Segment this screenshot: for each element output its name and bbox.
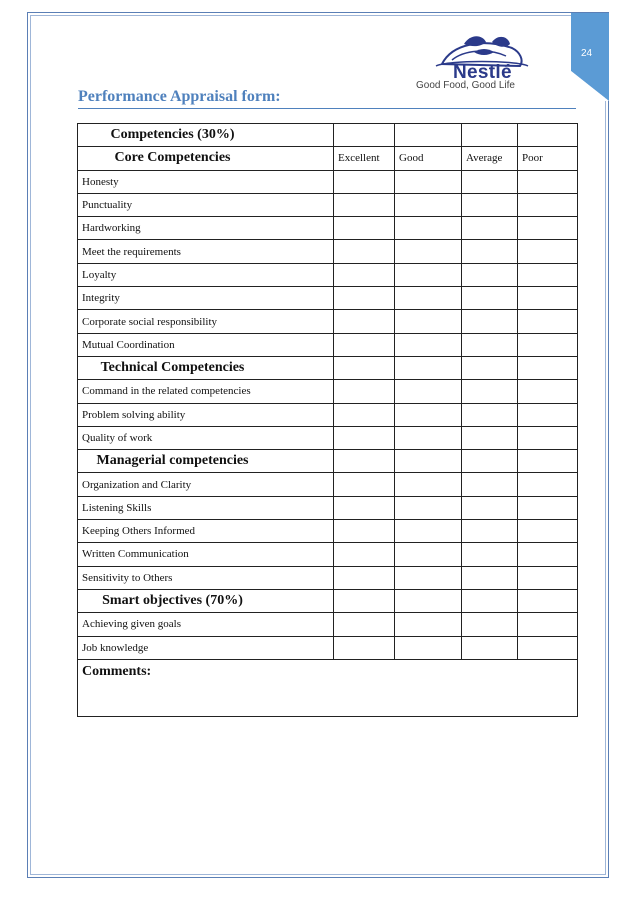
section-header-row [78, 450, 578, 473]
rating-cell-poor[interactable] [518, 170, 578, 193]
brand-name: Nestlé [453, 62, 512, 83]
criterion-row [78, 566, 578, 589]
section-header-row [78, 356, 578, 379]
criterion-listening-skills: Listening Skills [78, 496, 334, 519]
criterion-honesty: Honesty [78, 170, 334, 193]
rating-cell-good[interactable] [395, 217, 462, 240]
rating-header-poor: Poor [518, 147, 578, 170]
rating-cell-good[interactable] [395, 473, 462, 496]
criterion-row [78, 403, 578, 426]
rating-cell-poor[interactable] [518, 333, 578, 356]
criterion-row [78, 240, 578, 263]
rating-cell-excellent[interactable] [334, 613, 395, 636]
rating-cell-poor[interactable] [518, 287, 578, 310]
appraisal-table [77, 123, 578, 717]
rating-cell-excellent[interactable] [334, 636, 395, 659]
rating-cell-excellent[interactable] [334, 217, 395, 240]
rating-cell-poor[interactable] [518, 636, 578, 659]
section-title-managerial-competencies: Managerial competencies [78, 450, 334, 473]
criterion-row [78, 170, 578, 193]
comments-row [78, 659, 578, 716]
criterion-row [78, 543, 578, 566]
rating-cell-average[interactable] [462, 566, 518, 589]
criterion-command-in-the-related-competencies: Command in the related competencies [78, 380, 334, 403]
rating-cell[interactable] [334, 356, 395, 379]
section-title-smart-objectives-70: Smart objectives (70%) [78, 589, 334, 612]
rating-cell-excellent[interactable] [334, 520, 395, 543]
rating-cell-excellent[interactable] [334, 403, 395, 426]
criterion-punctuality: Punctuality [78, 193, 334, 216]
rating-cell-average[interactable] [462, 543, 518, 566]
rating-cell-excellent[interactable] [334, 287, 395, 310]
rating-cell-excellent[interactable] [334, 263, 395, 286]
rating-cell-good[interactable] [395, 263, 462, 286]
table-header-row [78, 124, 578, 147]
rating-cell-good[interactable] [395, 543, 462, 566]
rating-cell-average[interactable] [462, 426, 518, 449]
rating-cell[interactable] [334, 450, 395, 473]
rating-cell-excellent[interactable] [334, 193, 395, 216]
competencies-header: Competencies (30%) [78, 124, 334, 147]
title-underline [78, 108, 576, 109]
rating-cell-average[interactable] [462, 287, 518, 310]
rating-cell[interactable] [518, 450, 578, 473]
criterion-loyalty: Loyalty [78, 263, 334, 286]
criterion-quality-of-work: Quality of work [78, 426, 334, 449]
rating-cell-average[interactable] [462, 636, 518, 659]
rating-cell-average[interactable] [462, 613, 518, 636]
rating-cell-poor[interactable] [518, 263, 578, 286]
section-title-technical-competencies: Technical Competencies [78, 356, 334, 379]
criterion-meet-the-requirements: Meet the requirements [78, 240, 334, 263]
criterion-problem-solving-ability: Problem solving ability [78, 403, 334, 426]
rating-cell-excellent[interactable] [334, 240, 395, 263]
rating-cell-average[interactable] [462, 520, 518, 543]
rating-cell[interactable] [462, 124, 518, 147]
rating-cell-average[interactable] [462, 473, 518, 496]
rating-cell-average[interactable] [462, 403, 518, 426]
rating-cell[interactable] [518, 589, 578, 612]
page-title: Performance Appraisal form: [78, 88, 281, 105]
rating-cell-poor[interactable] [518, 380, 578, 403]
criterion-row [78, 496, 578, 519]
rating-cell[interactable] [395, 356, 462, 379]
rating-cell-good[interactable] [395, 636, 462, 659]
rating-cell-good[interactable] [395, 566, 462, 589]
rating-cell-good[interactable] [395, 170, 462, 193]
criterion-achieving-given-goals: Achieving given goals [78, 613, 334, 636]
rating-cell[interactable] [462, 450, 518, 473]
rating-cell[interactable] [334, 589, 395, 612]
rating-cell-excellent[interactable] [334, 310, 395, 333]
criterion-organization-and-clarity: Organization and Clarity [78, 473, 334, 496]
criterion-row [78, 426, 578, 449]
rating-cell-average[interactable] [462, 240, 518, 263]
rating-cell-average[interactable] [462, 333, 518, 356]
criterion-row [78, 217, 578, 240]
rating-cell-poor[interactable] [518, 403, 578, 426]
rating-cell-excellent[interactable] [334, 543, 395, 566]
rating-cell-average[interactable] [462, 217, 518, 240]
rating-cell-poor[interactable] [518, 496, 578, 519]
rating-cell-poor[interactable] [518, 426, 578, 449]
criterion-hardworking: Hardworking [78, 217, 334, 240]
rating-cell[interactable] [518, 356, 578, 379]
rating-cell-good[interactable] [395, 496, 462, 519]
rating-cell-poor[interactable] [518, 310, 578, 333]
rating-cell-poor[interactable] [518, 240, 578, 263]
criterion-row [78, 310, 578, 333]
rating-cell-poor[interactable] [518, 520, 578, 543]
columns-header-row [78, 147, 578, 170]
rating-cell-good[interactable] [395, 193, 462, 216]
criterion-row [78, 520, 578, 543]
core-competencies-header: Core Competencies [78, 147, 334, 170]
rating-cell-poor[interactable] [518, 217, 578, 240]
criterion-row [78, 636, 578, 659]
rating-cell-good[interactable] [395, 333, 462, 356]
criterion-row [78, 287, 578, 310]
rating-header-excellent: Excellent [334, 147, 395, 170]
criterion-sensitivity-to-others: Sensitivity to Others [78, 566, 334, 589]
criterion-row [78, 613, 578, 636]
rating-cell-excellent[interactable] [334, 170, 395, 193]
rating-cell-poor[interactable] [518, 566, 578, 589]
rating-header-good: Good [395, 147, 462, 170]
rating-cell[interactable] [462, 589, 518, 612]
brand-logo [412, 30, 562, 94]
rating-cell-good[interactable] [395, 426, 462, 449]
rating-cell-poor[interactable] [518, 613, 578, 636]
criterion-mutual-coordination: Mutual Coordination [78, 333, 334, 356]
rating-cell-good[interactable] [395, 403, 462, 426]
rating-header-average: Average [462, 147, 518, 170]
rating-cell-average[interactable] [462, 170, 518, 193]
comments-field[interactable]: Comments: [78, 659, 578, 716]
rating-cell[interactable] [395, 450, 462, 473]
rating-cell-good[interactable] [395, 520, 462, 543]
criterion-job-knowledge: Job knowledge [78, 636, 334, 659]
rating-cell-poor[interactable] [518, 543, 578, 566]
rating-cell-excellent[interactable] [334, 566, 395, 589]
rating-cell[interactable] [462, 356, 518, 379]
rating-cell-average[interactable] [462, 263, 518, 286]
rating-cell[interactable] [334, 124, 395, 147]
brand-tagline: Good Food, Good Life [416, 80, 515, 91]
rating-cell-good[interactable] [395, 240, 462, 263]
rating-cell-poor[interactable] [518, 473, 578, 496]
rating-cell[interactable] [395, 589, 462, 612]
rating-cell-excellent[interactable] [334, 473, 395, 496]
rating-cell-excellent[interactable] [334, 496, 395, 519]
rating-cell-good[interactable] [395, 310, 462, 333]
criterion-row [78, 263, 578, 286]
page-number: 24 [581, 48, 593, 59]
rating-cell-good[interactable] [395, 287, 462, 310]
rating-cell-excellent[interactable] [334, 333, 395, 356]
rating-cell-average[interactable] [462, 193, 518, 216]
criterion-row [78, 193, 578, 216]
criterion-written-communication: Written Communication [78, 543, 334, 566]
rating-cell-excellent[interactable] [334, 426, 395, 449]
section-header-row [78, 589, 578, 612]
rating-cell-average[interactable] [462, 496, 518, 519]
criterion-integrity: Integrity [78, 287, 334, 310]
rating-cell[interactable] [518, 124, 578, 147]
rating-cell-good[interactable] [395, 380, 462, 403]
rating-cell-average[interactable] [462, 310, 518, 333]
rating-cell-excellent[interactable] [334, 380, 395, 403]
rating-cell-average[interactable] [462, 380, 518, 403]
criterion-row [78, 333, 578, 356]
criterion-row [78, 473, 578, 496]
criterion-corporate-social-responsibility: Corporate social responsibility [78, 310, 334, 333]
rating-cell[interactable] [395, 124, 462, 147]
rating-cell-good[interactable] [395, 613, 462, 636]
rating-cell-poor[interactable] [518, 193, 578, 216]
criterion-row [78, 380, 578, 403]
criterion-keeping-others-informed: Keeping Others Informed [78, 520, 334, 543]
